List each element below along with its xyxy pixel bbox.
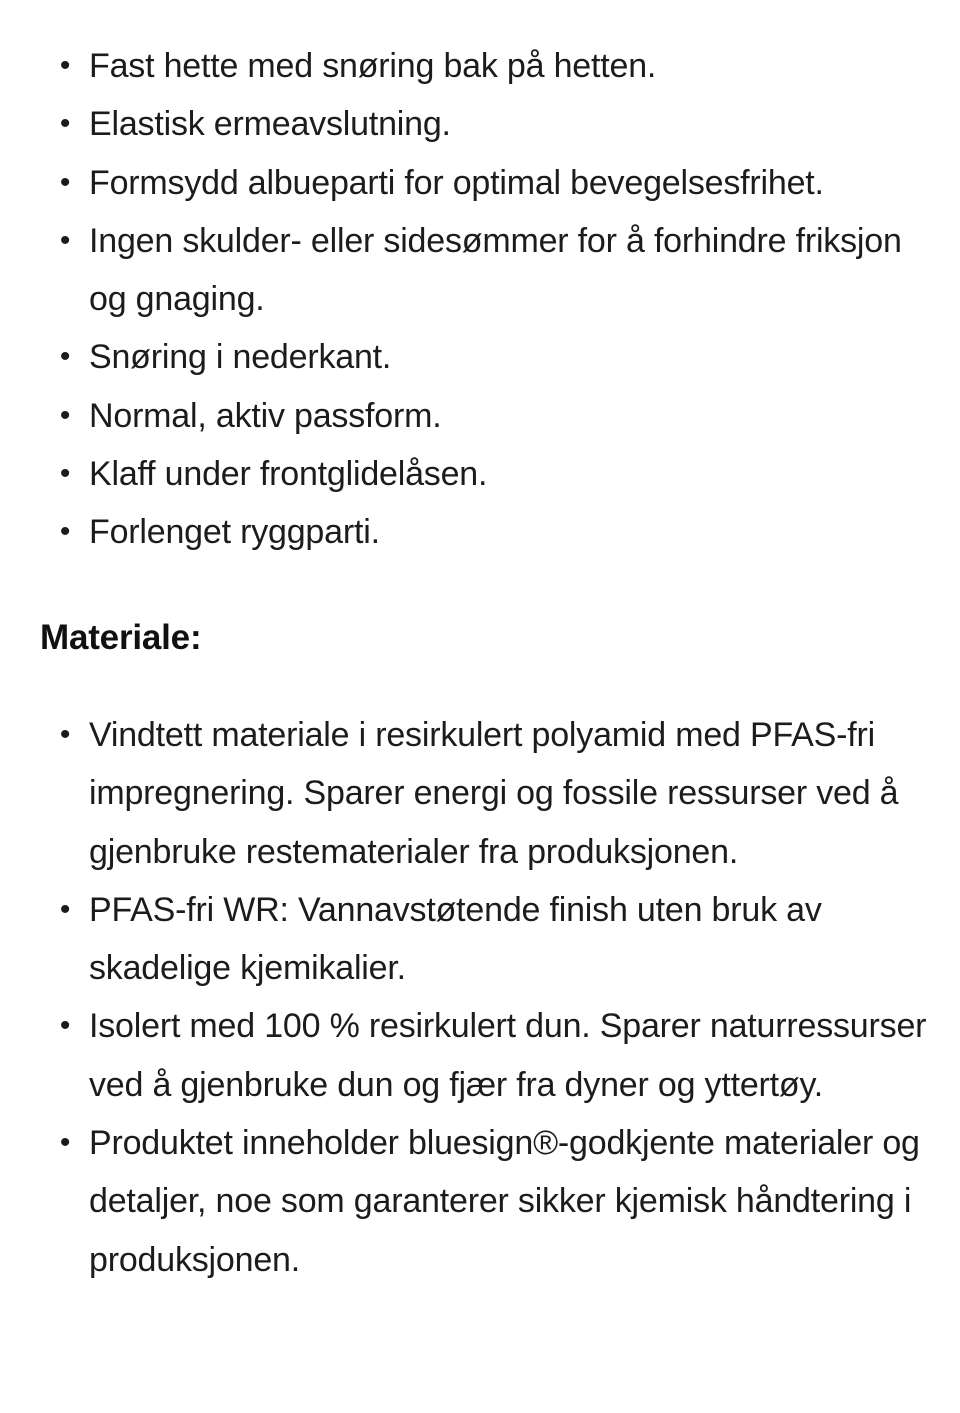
- list-item: [0, 997, 960, 1114]
- features-list: [0, 37, 960, 562]
- list-item-text: PFAS-fri WR: Vannavstøtende finish uten bruk av skadelige kjemikalier.: [89, 890, 822, 988]
- bullet-icon: •: [59, 892, 71, 926]
- bullet-icon: •: [59, 223, 71, 257]
- list-item-text: Forlenget ryggparti.: [89, 513, 380, 552]
- list-item: [0, 445, 960, 503]
- bullet-icon: •: [59, 398, 71, 432]
- list-item-text: Normal, aktiv passform.: [89, 396, 442, 435]
- bullet-icon: •: [59, 165, 71, 199]
- list-item: [0, 37, 960, 95]
- list-item: [0, 881, 960, 998]
- list-item: [0, 706, 960, 881]
- bullet-icon: •: [59, 457, 71, 491]
- list-item-text: Vindtett materiale i resirkulert polyamid med PFAS-fri impregnering. Sparer energi og fossile ressurser ved å gjenbruke restematerialer fra produksjonen.: [89, 716, 899, 871]
- list-item-text: Formsydd albueparti for optimal bevegelsesfrihet.: [89, 163, 824, 202]
- list-item: [0, 1114, 960, 1289]
- list-item-text: Fast hette med snøring bak på hetten.: [89, 47, 657, 85]
- bullet-icon: •: [59, 718, 71, 751]
- material-heading: Materiale:: [40, 618, 202, 657]
- list-item: [0, 95, 960, 153]
- list-item: [0, 328, 960, 386]
- bullet-icon: •: [59, 107, 71, 141]
- list-item: [0, 503, 960, 561]
- list-item-text: Produktet inneholder bluesign®-godkjente materialer og detaljer, noe som garanterer sikker kjemisk håndtering i produksjonen.: [89, 1124, 920, 1279]
- list-item: [0, 387, 960, 445]
- list-item-text: Elastisk ermeavslutning.: [89, 105, 451, 144]
- bullet-icon: •: [59, 515, 71, 549]
- list-item-text: Snøring i nederkant.: [89, 338, 392, 377]
- list-item: [0, 212, 960, 329]
- bullet-icon: •: [59, 340, 71, 374]
- bullet-icon: •: [59, 1126, 71, 1160]
- list-item: [0, 154, 960, 212]
- list-item-text: Klaff under frontglidelåsen.: [89, 455, 488, 494]
- list-item-text: Ingen skulder- eller sidesømmer for å forhindre friksjon og gnaging.: [89, 221, 902, 319]
- bullet-icon: •: [59, 49, 71, 82]
- material-list: [0, 706, 960, 1289]
- list-item-text: Isolert med 100 % resirkulert dun. Sparer naturressurser ved å gjenbruke dun og fjær fra dyner og yttertøy.: [89, 1007, 927, 1104]
- bullet-icon: •: [59, 1009, 71, 1043]
